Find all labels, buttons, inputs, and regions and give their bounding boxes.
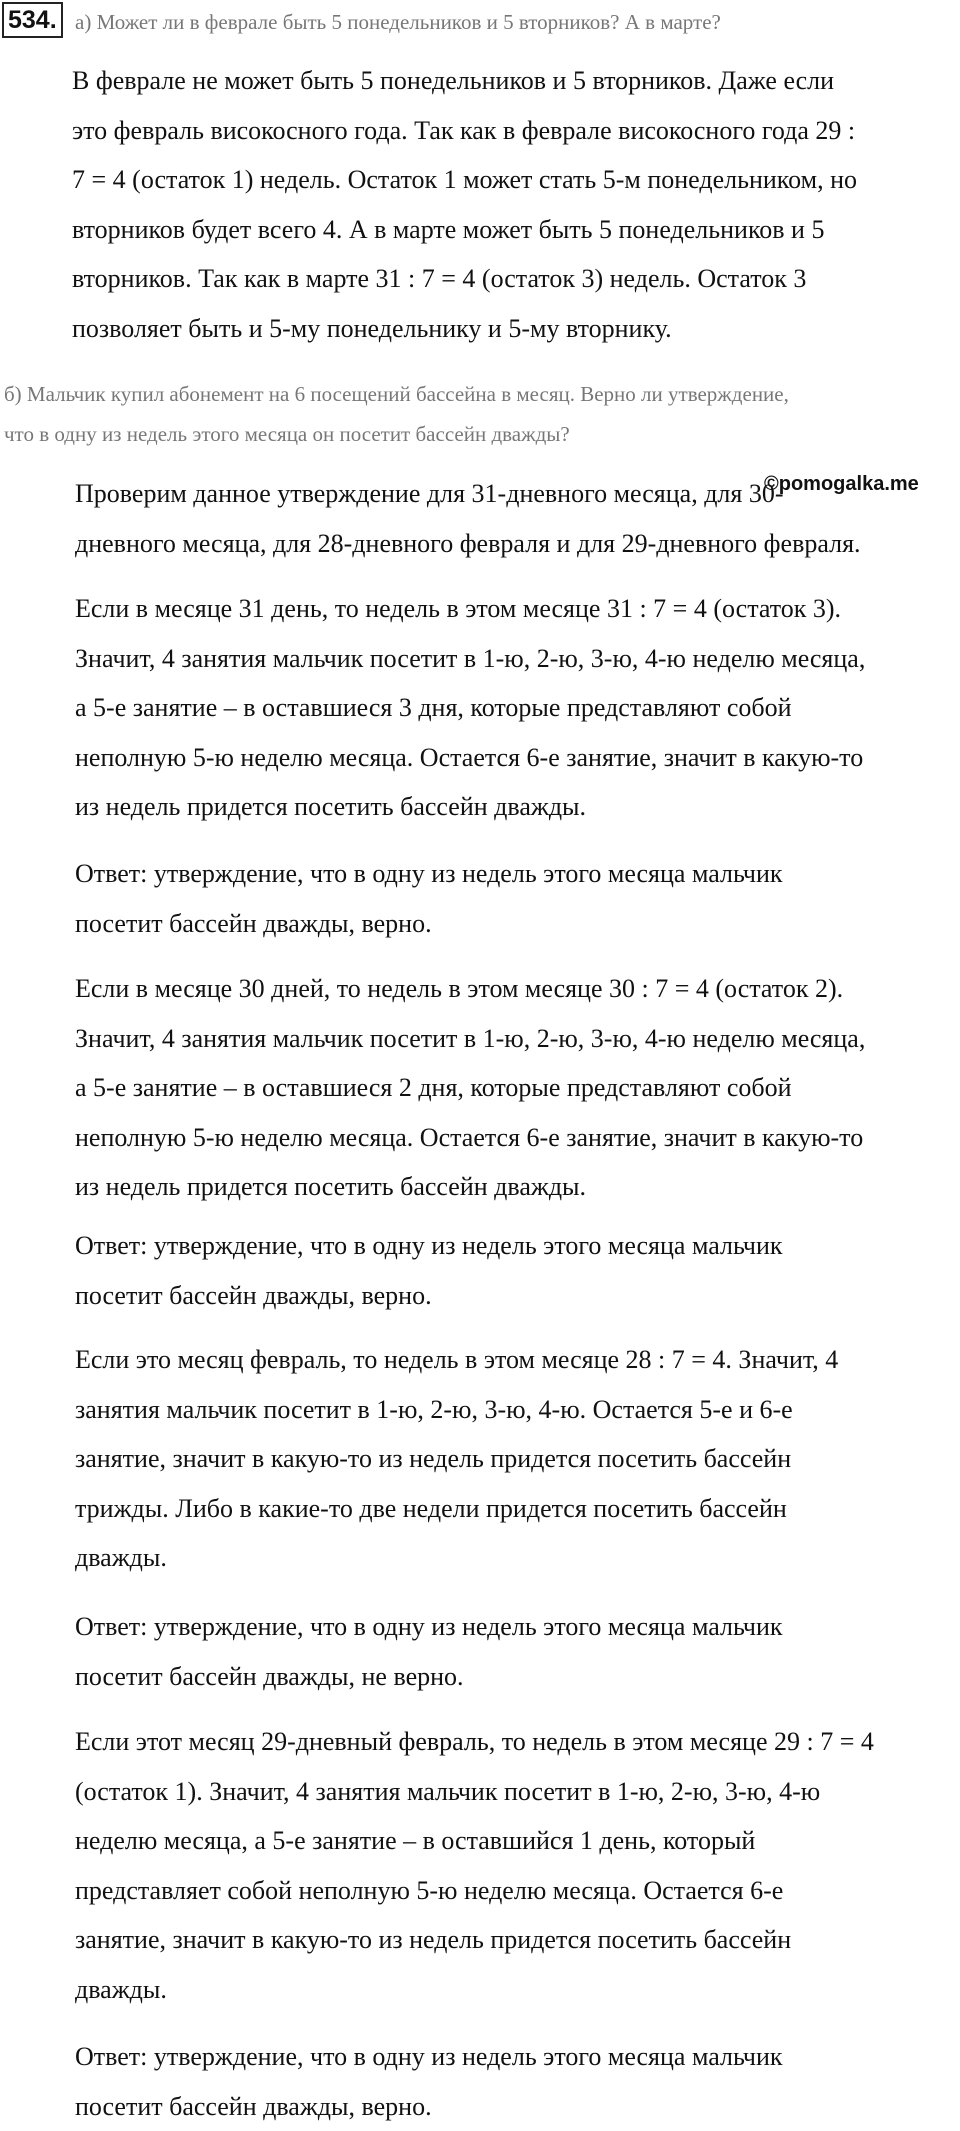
text-line: 7 = 4 (остаток 1) недель. Остаток 1 может стать 5-м понедельником, но: [72, 155, 857, 205]
text-line: (остаток 1). Значит, 4 занятия мальчик посетит в 1-ю, 2-ю, 3-ю, 4-ю: [75, 1767, 874, 1817]
text-line: В феврале не может быть 5 понедельников и 5 вторников. Даже если: [72, 56, 857, 106]
text-line: дневного месяца, для 28-дневного февраля и для 29-дневного февраля.: [75, 519, 861, 569]
text-line: Если этот месяц 29-дневный февраль, то недель в этом месяце 29 : 7 = 4: [75, 1717, 874, 1767]
text-line: Ответ: утверждение, что в одну из недель этого месяца мальчик: [75, 1602, 782, 1652]
text-line: Если в месяце 30 дней, то недель в этом месяце 30 : 7 = 4 (остаток 2).: [75, 964, 865, 1014]
text-line: посетит бассейн дважды, верно.: [75, 1271, 782, 1321]
text-line: Проверим данное утверждение для 31-дневного месяца, для 30-: [75, 469, 861, 519]
question-b-line: б) Мальчик купил абонемент на 6 посещений бассейна в месяц. Верно ли утверждение,: [4, 374, 954, 414]
text-line: дважды.: [75, 1965, 874, 2015]
text-line: неполную 5-ю неделю месяца. Остается 6-е занятие, значит в какую-то: [75, 1113, 865, 1163]
text-line: занятие, значит в какую-то из недель придется посетить бассейн: [75, 1915, 874, 1965]
watermark: ©pomogalka.me: [764, 473, 919, 496]
text-line: посетит бассейн дважды, не верно.: [75, 1652, 782, 1702]
case-29-paragraph: [75, 1717, 874, 2014]
answer-28-paragraph: [75, 1602, 782, 1701]
text-line: вторников. Так как в марте 31 : 7 = 4 (остаток 3) недель. Остаток 3: [72, 254, 857, 304]
text-line: дважды.: [75, 1533, 838, 1583]
text-line: Ответ: утверждение, что в одну из недель этого месяца мальчик: [75, 2032, 782, 2082]
text-line: Значит, 4 занятия мальчик посетит в 1-ю, 2-ю, 3-ю, 4-ю неделю месяца,: [75, 1014, 865, 1064]
intro-paragraph: [75, 469, 861, 568]
text-line: из недель придется посетить бассейн дважды.: [75, 1162, 865, 1212]
text-line: неполную 5-ю неделю месяца. Остается 6-е занятие, значит в какую-то: [75, 733, 865, 783]
case-30-paragraph: [75, 964, 865, 1212]
text-line: из недель придется посетить бассейн дважды.: [75, 782, 865, 832]
text-line: неделю месяца, а 5-е занятие – в оставшийся 1 день, который: [75, 1816, 874, 1866]
text-line: посетит бассейн дважды, верно.: [75, 2082, 782, 2131]
text-line: посетит бассейн дважды, верно.: [75, 899, 782, 949]
text-line: Ответ: утверждение, что в одну из недель этого месяца мальчик: [75, 1221, 782, 1271]
text-line: представляет собой неполную 5-ю неделю месяца. Остается 6-е: [75, 1866, 874, 1916]
text-line: занятие, значит в какую-то из недель придется посетить бассейн: [75, 1434, 838, 1484]
text-line: это февраль високосного года. Так как в феврале високосного года 29 :: [72, 106, 857, 156]
question-b: [4, 374, 954, 454]
text-line: Ответ: утверждение, что в одну из недель этого месяца мальчик: [75, 849, 782, 899]
text-line: позволяет быть и 5-му понедельнику и 5-му вторнику.: [72, 304, 857, 354]
text-line: Если в месяце 31 день, то недель в этом месяце 31 : 7 = 4 (остаток 3).: [75, 584, 865, 634]
answer-29-paragraph: [75, 2032, 782, 2131]
text-line: а 5-е занятие – в оставшиеся 2 дня, которые представляют собой: [75, 1063, 865, 1113]
text-line: Значит, 4 занятия мальчик посетит в 1-ю, 2-ю, 3-ю, 4-ю неделю месяца,: [75, 634, 865, 684]
task-number: 534.: [2, 2, 63, 38]
text-line: Если это месяц февраль, то недель в этом месяце 28 : 7 = 4. Значит, 4: [75, 1335, 838, 1385]
case-31-paragraph: [75, 584, 865, 832]
question-a: а) Может ли в феврале быть 5 понедельников и 5 вторников? А в марте?: [75, 2, 721, 42]
answer-30-paragraph: [75, 1221, 782, 1320]
text-line: занятия мальчик посетит в 1-ю, 2-ю, 3-ю, 4-ю. Остается 5-е и 6-е: [75, 1385, 838, 1435]
answer-31-paragraph: [75, 849, 782, 948]
text-line: а 5-е занятие – в оставшиеся 3 дня, которые представляют собой: [75, 683, 865, 733]
case-28-paragraph: [75, 1335, 838, 1583]
question-b-line: что в одну из недель этого месяца он посетит бассейн дважды?: [4, 414, 954, 454]
answer-a-paragraph: [72, 56, 857, 353]
text-line: вторников будет всего 4. А в марте может быть 5 понедельников и 5: [72, 205, 857, 255]
text-line: трижды. Либо в какие-то две недели придется посетить бассейн: [75, 1484, 838, 1534]
